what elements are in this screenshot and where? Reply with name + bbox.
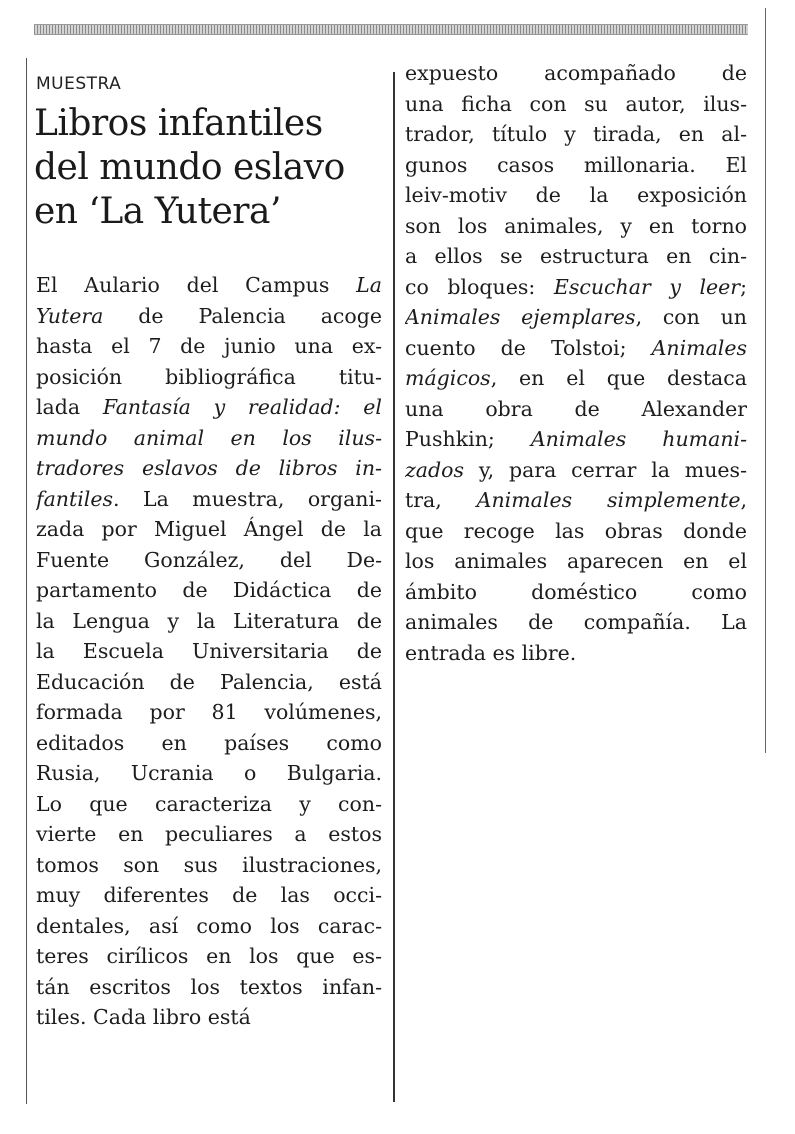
text-line <box>405 119 747 150</box>
headline-line: Libros infantiles <box>34 103 323 144</box>
body-text: a ellos se estructura en cin- <box>405 244 747 268</box>
body-text: ámbito doméstico como <box>405 579 747 604</box>
text-line <box>405 211 747 242</box>
body-text: trador, título y tirada, en al- <box>405 122 747 146</box>
body-text: lada <box>36 395 103 419</box>
text-line <box>36 575 382 606</box>
text-line <box>36 789 382 820</box>
body-text: hasta el 7 de junio una ex- <box>36 334 382 358</box>
body-text: la Escuela Universitaria de <box>36 639 382 663</box>
body-text: partamento de Didáctica de <box>36 578 382 602</box>
text-line <box>405 516 747 547</box>
text-line <box>36 972 382 1003</box>
body-text: gunos casos millonaria. El <box>405 152 747 177</box>
text-line <box>405 150 747 181</box>
headline-line: del mundo eslavo <box>34 147 345 188</box>
body-text: posición bibliográfica titu- <box>36 364 382 389</box>
body-text: tán escritos los textos infan- <box>36 974 382 999</box>
text-line <box>36 636 382 667</box>
body-text: tiles. Cada libro está <box>36 1005 251 1029</box>
body-text: , en el que destaca <box>490 366 747 390</box>
headline-line: en ‘La Yutera’ <box>34 191 281 232</box>
text-line <box>36 423 382 454</box>
body-text: El Aulario del Campus <box>36 273 357 297</box>
italic-title-text: fantiles <box>36 486 114 511</box>
text-line <box>36 331 382 362</box>
body-text: una obra de Alexander <box>405 396 747 421</box>
body-text: de Palencia acoge <box>103 303 382 328</box>
body-text: la Lengua y la Literatura de <box>36 608 382 633</box>
text-line <box>405 180 747 211</box>
italic-title-text: Escuchar y leer <box>553 274 741 299</box>
text-line <box>405 638 747 669</box>
text-line <box>36 362 382 393</box>
body-column-1 <box>36 270 382 1033</box>
body-text: y, para cerrar la mues- <box>464 457 747 482</box>
text-line <box>405 485 747 516</box>
body-text: Rusia, Ucrania o Bulgaria. <box>36 761 382 785</box>
body-column-2 <box>405 58 747 668</box>
body-text: cuento de Tolstoi; <box>405 335 652 360</box>
text-line <box>405 577 747 608</box>
body-text: zada por Miguel Ángel de la <box>36 517 382 541</box>
body-text: co bloques: <box>405 274 554 299</box>
text-line <box>36 392 382 423</box>
text-line <box>405 333 747 364</box>
body-text: formada por 81 volúmenes, <box>36 700 382 724</box>
text-line <box>36 453 382 484</box>
body-text: ; <box>740 274 747 299</box>
text-line <box>36 819 382 850</box>
text-line <box>405 241 747 272</box>
text-line <box>36 270 382 301</box>
body-text: dentales, así como los carac- <box>36 913 382 938</box>
italic-title-text: tradores eslavos de libros in- <box>36 456 382 480</box>
headline <box>34 102 384 234</box>
text-line <box>405 89 747 120</box>
text-line <box>405 302 747 333</box>
italic-title-text: Yutera <box>36 303 104 328</box>
body-text: teres cirílicos en los que es- <box>36 944 382 968</box>
text-line <box>36 667 382 698</box>
italic-title-text: Animales simplemente <box>476 488 741 512</box>
text-line <box>36 301 382 332</box>
text-line <box>405 272 747 303</box>
text-line <box>405 394 747 425</box>
body-text: editados en países como <box>36 730 382 755</box>
body-text: Lo que caracteriza y con- <box>36 791 382 816</box>
text-line <box>36 545 382 576</box>
body-text: vierte en peculiares a estos <box>36 822 382 846</box>
text-line <box>36 697 382 728</box>
right-edge-rule <box>765 8 766 753</box>
text-line <box>405 607 747 638</box>
text-line <box>405 363 747 394</box>
text-line <box>405 424 747 455</box>
text-line <box>36 850 382 881</box>
body-text: una ficha con su autor, ilus- <box>405 91 747 116</box>
text-line <box>36 911 382 942</box>
text-line <box>36 514 382 545</box>
body-text: expuesto acompañado de <box>405 61 747 85</box>
text-line <box>36 484 382 515</box>
body-text: . La muestra, organi- <box>113 486 382 511</box>
text-line <box>36 728 382 759</box>
body-text: muy diferentes de las occi- <box>36 883 382 907</box>
body-text: Educación de Palencia, está <box>36 669 382 694</box>
top-rule <box>34 24 748 35</box>
left-edge-rule <box>26 58 27 1104</box>
body-text: los animales aparecen en el <box>405 549 747 573</box>
body-text: tra, <box>405 488 477 512</box>
text-line <box>36 880 382 911</box>
body-text: entrada es libre. <box>405 640 577 665</box>
text-line <box>36 1002 382 1033</box>
column-divider <box>393 72 395 1102</box>
text-line <box>36 941 382 972</box>
body-text: que recoge las obras donde <box>405 518 747 543</box>
italic-title-text: mundo animal en los ilus- <box>36 425 382 450</box>
section-kicker: MUESTRA <box>36 74 122 94</box>
italic-title-text: Fantasía y realidad: el <box>102 395 382 419</box>
body-text: leiv-motiv de la exposición <box>405 183 747 207</box>
italic-title-text: mágicos <box>405 366 491 390</box>
text-line <box>405 455 747 486</box>
body-text: , con un <box>635 305 747 329</box>
italic-title-text: Animales humani- <box>530 427 747 451</box>
body-text: Fuente González, del De- <box>36 547 382 572</box>
text-line <box>405 546 747 577</box>
italic-title-text: Animales <box>651 335 747 360</box>
text-line <box>405 58 747 89</box>
body-text: tomos son sus ilustraciones, <box>36 852 382 877</box>
body-text: animales de compañía. La <box>405 610 747 634</box>
body-text: , <box>740 488 747 512</box>
body-text: Pushkin; <box>405 427 531 451</box>
italic-title-text: Animales ejemplares <box>405 305 636 329</box>
italic-title-text: zados <box>405 457 465 482</box>
italic-title-text: La <box>356 273 382 297</box>
text-line <box>36 606 382 637</box>
text-line <box>36 758 382 789</box>
body-text: son los animales, y en torno <box>405 213 747 238</box>
